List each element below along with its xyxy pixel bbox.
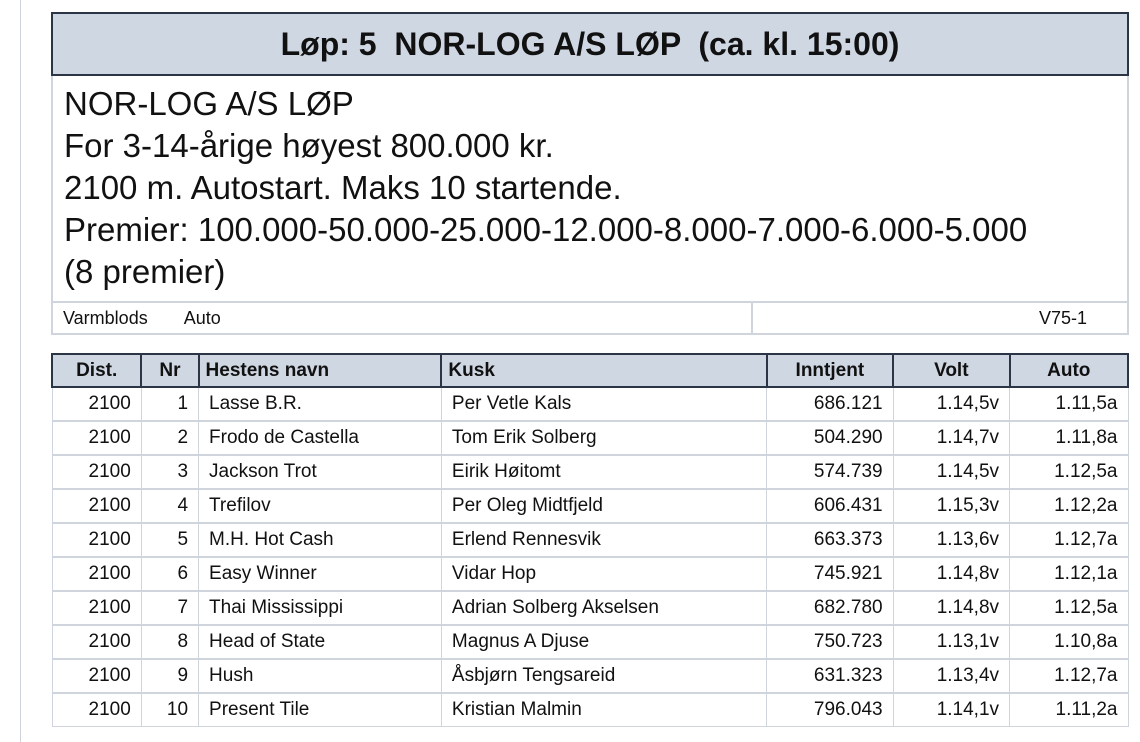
cell-auto: 1.12,7a (1010, 659, 1128, 693)
cell-driver: Tom Erik Solberg (441, 421, 766, 455)
cell-dist: 2100 (52, 625, 141, 659)
race-eligibility: For 3-14-årige høyest 800.000 kr. (64, 127, 554, 164)
cell-driver: Kristian Malmin (441, 693, 766, 727)
cell-auto: 1.12,2a (1010, 489, 1128, 523)
table-row (52, 693, 1128, 727)
cell-dist: 2100 (52, 421, 141, 455)
start-type-label: Auto (183, 307, 221, 328)
cell-driver: Per Vetle Kals (441, 387, 766, 421)
breed-label: Varmblods (63, 307, 148, 328)
game-code-label: V75-1 (1038, 307, 1087, 328)
cell-nr: 6 (141, 557, 198, 591)
cell-volt: 1.14,1v (893, 693, 1009, 727)
cell-earnings: 663.373 (767, 523, 893, 557)
cell-volt: 1.13,6v (893, 523, 1009, 557)
cell-horse-name: Hush (199, 659, 442, 693)
cell-dist: 2100 (52, 455, 141, 489)
cell-horse-name: Present Tile (199, 693, 442, 727)
cell-earnings: 631.323 (767, 659, 893, 693)
cell-driver: Adrian Solberg Akselsen (441, 591, 766, 625)
cell-horse-name: Thai Mississippi (199, 591, 442, 625)
cell-earnings: 574.739 (767, 455, 893, 489)
cell-auto: 1.10,8a (1010, 625, 1128, 659)
table-row (52, 421, 1128, 455)
race-meta-row (51, 301, 1129, 335)
cell-nr: 5 (141, 523, 198, 557)
cell-horse-name: Head of State (199, 625, 442, 659)
cell-volt: 1.14,5v (893, 455, 1009, 489)
cell-earnings: 686.121 (767, 387, 893, 421)
cell-dist: 2100 (52, 387, 141, 421)
cell-dist: 2100 (52, 693, 141, 727)
header-driver: Kusk (441, 354, 766, 387)
cell-dist: 2100 (52, 523, 141, 557)
race-distance-start: 2100 m. Autostart. Maks 10 startende. (64, 169, 622, 206)
cell-auto: 1.12,5a (1010, 455, 1128, 489)
race-title-bar (51, 12, 1129, 76)
cell-driver: Eirik Høitomt (441, 455, 766, 489)
cell-dist: 2100 (52, 659, 141, 693)
cell-horse-name: Frodo de Castella (199, 421, 442, 455)
race-prize-count: (8 premier) (64, 253, 226, 290)
cell-horse-name: Easy Winner (199, 557, 442, 591)
header-nr: Nr (141, 354, 198, 387)
cell-volt: 1.14,7v (893, 421, 1009, 455)
header-volt: Volt (893, 354, 1009, 387)
header-dist: Dist. (52, 354, 141, 387)
table-row (52, 489, 1128, 523)
cell-dist: 2100 (52, 557, 141, 591)
table-row (52, 455, 1128, 489)
table-row (52, 659, 1128, 693)
cell-nr: 1 (141, 387, 198, 421)
cell-driver: Magnus A Djuse (441, 625, 766, 659)
race-name: NOR-LOG A/S LØP (64, 85, 354, 122)
cell-nr: 7 (141, 591, 198, 625)
cell-auto: 1.11,8a (1010, 421, 1128, 455)
table-header-row (52, 354, 1128, 387)
race-conditions (51, 76, 1129, 301)
cell-auto: 1.12,7a (1010, 523, 1128, 557)
header-earnings: Inntjent (767, 354, 893, 387)
starters-table (51, 353, 1129, 727)
cell-dist: 2100 (52, 489, 141, 523)
table-row (52, 387, 1128, 421)
race-meta-right (753, 303, 1127, 333)
cell-volt: 1.14,8v (893, 557, 1009, 591)
cell-earnings: 750.723 (767, 625, 893, 659)
cell-volt: 1.13,1v (893, 625, 1009, 659)
page-left-rule (20, 0, 21, 742)
cell-earnings: 796.043 (767, 693, 893, 727)
cell-horse-name: Jackson Trot (199, 455, 442, 489)
cell-volt: 1.14,8v (893, 591, 1009, 625)
cell-auto: 1.11,5a (1010, 387, 1128, 421)
cell-driver: Vidar Hop (441, 557, 766, 591)
cell-horse-name: Trefilov (199, 489, 442, 523)
cell-nr: 10 (141, 693, 198, 727)
cell-horse-name: M.H. Hot Cash (199, 523, 442, 557)
header-auto: Auto (1010, 354, 1128, 387)
cell-driver: Erlend Rennesvik (441, 523, 766, 557)
cell-auto: 1.12,1a (1010, 557, 1128, 591)
table-row (52, 557, 1128, 591)
table-row (52, 523, 1128, 557)
cell-driver: Per Oleg Midtfjeld (441, 489, 766, 523)
cell-horse-name: Lasse B.R. (199, 387, 442, 421)
starters-body (52, 387, 1128, 727)
cell-auto: 1.12,5a (1010, 591, 1128, 625)
cell-volt: 1.13,4v (893, 659, 1009, 693)
cell-nr: 9 (141, 659, 198, 693)
cell-auto: 1.11,2a (1010, 693, 1128, 727)
cell-volt: 1.15,3v (893, 489, 1009, 523)
race-card (51, 12, 1129, 335)
cell-dist: 2100 (52, 591, 141, 625)
cell-earnings: 745.921 (767, 557, 893, 591)
cell-nr: 2 (141, 421, 198, 455)
cell-nr: 8 (141, 625, 198, 659)
race-prizes: Premier: 100.000-50.000-25.000-12.000-8.000-7.000-6.000-5.000 (64, 211, 1028, 248)
race-meta-left (53, 303, 753, 333)
race-title: Løp: 5 NOR-LOG A/S LØP (ca. kl. 15:00) (280, 25, 900, 62)
cell-earnings: 504.290 (767, 421, 893, 455)
cell-volt: 1.14,5v (893, 387, 1009, 421)
header-horse-name: Hestens navn (199, 354, 442, 387)
cell-nr: 4 (141, 489, 198, 523)
table-row (52, 625, 1128, 659)
cell-earnings: 682.780 (767, 591, 893, 625)
cell-nr: 3 (141, 455, 198, 489)
cell-driver: Åsbjørn Tengsareid (441, 659, 766, 693)
table-row (52, 591, 1128, 625)
cell-earnings: 606.431 (767, 489, 893, 523)
